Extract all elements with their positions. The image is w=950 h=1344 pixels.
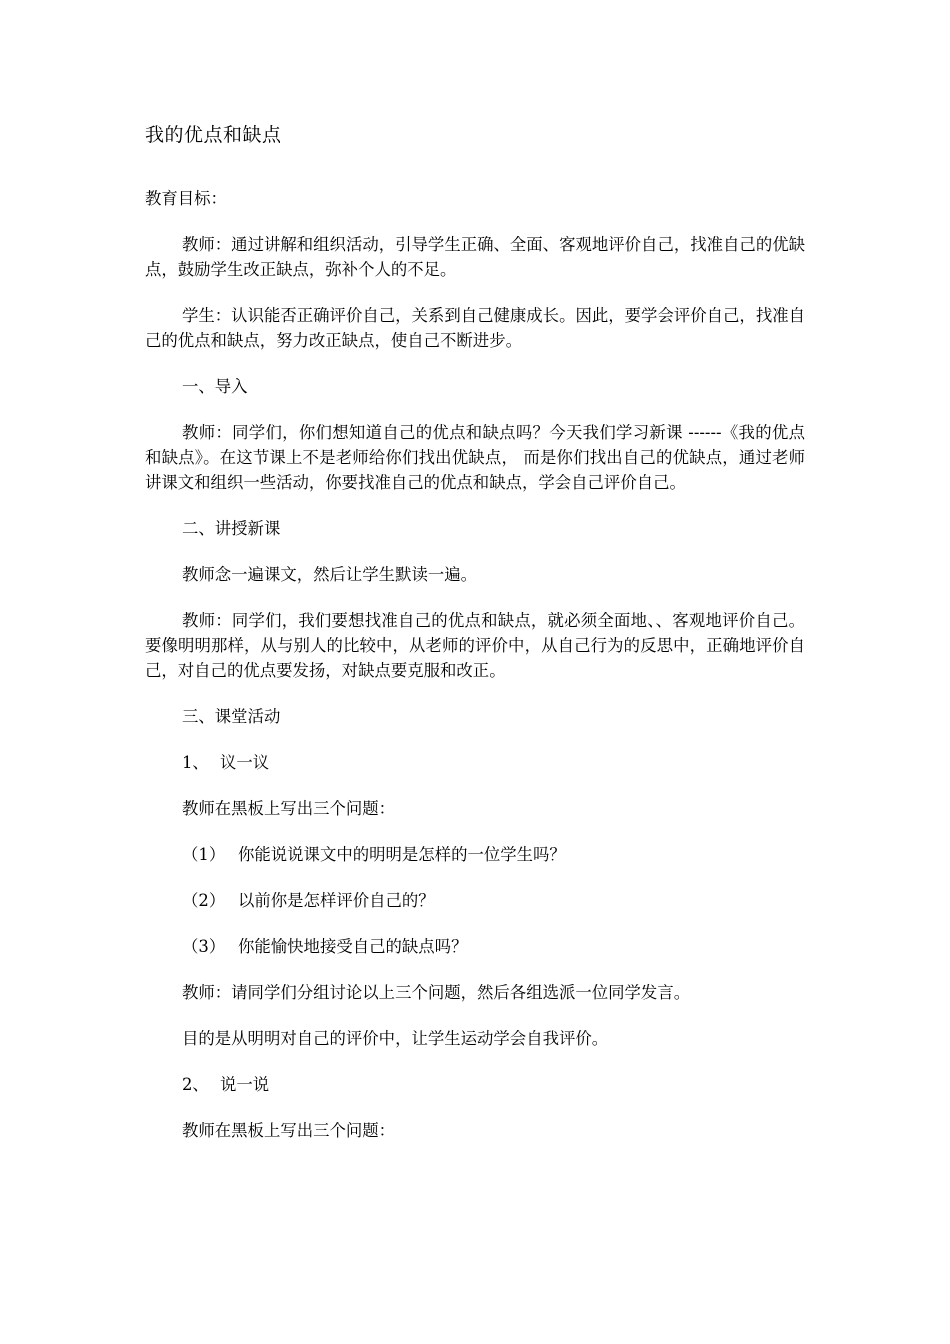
question-number: （1）: [182, 845, 226, 864]
section-heading-intro: 一、导入: [182, 377, 248, 396]
activity-2-label: 说一说: [220, 1075, 270, 1094]
question-item: [145, 842, 805, 867]
question-text: 以前你是怎样评价自己的？: [238, 891, 435, 910]
activity-1-intro: 教师在黑板上写出三个问题：: [182, 799, 396, 818]
question-number: （2）: [182, 891, 226, 910]
question-item: [145, 888, 805, 913]
question-item: [145, 934, 805, 959]
section-heading-new-lesson: 二、讲授新课: [182, 519, 281, 538]
document-body: [145, 121, 805, 1164]
activity-1-label: 议一议: [220, 753, 270, 772]
document-title: 我的优点和缺点: [145, 124, 282, 146]
question-text: 你能愉快地接受自己的缺点吗？: [238, 937, 468, 956]
teacher-goal-paragraph: 教师：通过讲解和组织活动，引导学生正确、全面、客观地评价自己，找准自己的优缺点，鼓励学生改正缺点，弥补个人的不足。: [145, 235, 805, 279]
activity-2-number: 2、: [182, 1075, 209, 1094]
new-lesson-paragraph-1: 教师念一遍课文，然后让学生默读一遍。: [182, 565, 478, 584]
activity-2-intro: 教师在黑板上写出三个问题：: [182, 1121, 396, 1140]
question-number: （3）: [182, 937, 226, 956]
intro-paragraph: 教师：同学们，你们想知道自己的优点和缺点吗？今天我们学习新课 ------《我的优点和缺点》。在这节课上不是老师给你们找出优缺点， 而是你们找出自己的优缺点，通过老师讲课文和组织一些活动，你要找准自己的优点和缺点，学会自己评价自己。: [145, 423, 805, 492]
section-heading-activities: 三、课堂活动: [182, 707, 281, 726]
activity-2-heading: [145, 1072, 805, 1097]
activity-1-purpose: 目的是从明明对自己的评价中，让学生运动学会自我评价。: [182, 1029, 609, 1048]
activity-1-heading: [145, 750, 805, 775]
activity-1-teacher-instruction: 教师：请同学们分组讨论以上三个问题，然后各组选派一位同学发言。: [182, 983, 691, 1002]
activity-1-number: 1、: [182, 753, 209, 772]
goals-heading: 教育目标：: [145, 189, 227, 208]
new-lesson-paragraph-2: 教师：同学们，我们要想找准自己的优点和缺点，就必须全面地、、客观地评价自己。要像明明那样，从与别人的比较中，从老师的评价中，从自己行为的反思中，正确地评价自己，对自己的优点要发扬，对缺点要克服和改正。: [145, 611, 805, 680]
student-goal-paragraph: 学生：认识能否正确评价自己，关系到自己健康成长。因此，要学会评价自己，找准自己的优点和缺点，努力改正缺点，使自己不断进步。: [145, 306, 805, 350]
question-text: 你能说说课文中的明明是怎样的一位学生吗？: [238, 845, 566, 864]
